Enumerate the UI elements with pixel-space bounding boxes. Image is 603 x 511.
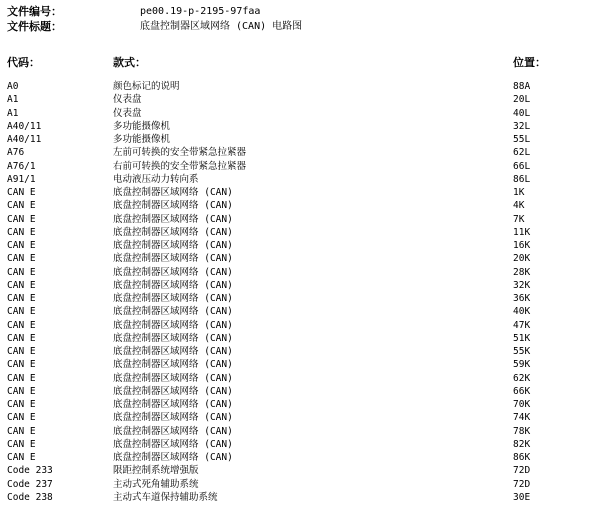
table-row xyxy=(0,464,603,477)
row-position: 70K xyxy=(513,399,531,410)
row-position: 7K xyxy=(513,213,525,225)
row-style: 底盘控制器区域网络 (CAN) xyxy=(113,240,233,251)
table-row xyxy=(0,80,603,93)
row-code: CAN E xyxy=(7,319,36,331)
row-code: Code 238 xyxy=(7,491,53,503)
table-row xyxy=(0,332,603,345)
row-position: 82K xyxy=(513,438,531,450)
row-position: 40L xyxy=(513,107,531,119)
row-style: 底盘控制器区域网络 (CAN) xyxy=(113,372,233,384)
row-code: A91/1 xyxy=(7,173,36,185)
table-row xyxy=(0,372,603,385)
row-style: 底盘控制器区域网络 (CAN) xyxy=(113,399,233,410)
table-row xyxy=(0,491,603,504)
table-row xyxy=(0,385,603,398)
row-style: 底盘控制器区域网络 (CAN) xyxy=(113,200,233,212)
row-code: A0 xyxy=(7,81,19,92)
row-code: CAN E xyxy=(7,253,36,265)
row-code: A40/11 xyxy=(7,120,42,132)
file-number-value: pe00.19-p-2195-97faa xyxy=(140,6,261,17)
row-style: 底盘控制器区域网络 (CAN) xyxy=(113,306,233,318)
table-row xyxy=(0,345,603,358)
row-position: 20K xyxy=(513,253,531,265)
row-style: 电动液压动力转向系 xyxy=(113,173,199,185)
row-style: 底盘控制器区域网络 (CAN) xyxy=(113,346,233,357)
row-code: A76/1 xyxy=(7,160,36,172)
table-row xyxy=(0,438,603,451)
row-position: 1K xyxy=(513,187,525,198)
row-position: 55K xyxy=(513,346,531,357)
table-row xyxy=(0,478,603,491)
row-style: 底盘控制器区域网络 (CAN) xyxy=(113,279,233,291)
row-style: 仪表盘 xyxy=(113,94,142,106)
table-row xyxy=(0,213,603,226)
table-row xyxy=(0,239,603,252)
row-style: 底盘控制器区域网络 (CAN) xyxy=(113,412,233,424)
table-row xyxy=(0,173,603,186)
row-code: Code 233 xyxy=(7,465,53,477)
row-position: 86K xyxy=(513,452,531,463)
row-position: 59K xyxy=(513,359,531,371)
table-row xyxy=(0,107,603,120)
row-code: CAN E xyxy=(7,306,36,318)
row-style: 底盘控制器区域网络 (CAN) xyxy=(113,187,233,198)
row-code: CAN E xyxy=(7,452,36,463)
file-number-label: 文件编号： xyxy=(7,5,62,18)
row-style: 底盘控制器区域网络 (CAN) xyxy=(113,425,233,437)
row-code: CAN E xyxy=(7,213,36,225)
file-title-label: 文件标题： xyxy=(7,20,62,33)
row-style: 底盘控制器区域网络 (CAN) xyxy=(113,359,233,371)
row-style: 底盘控制器区域网络 (CAN) xyxy=(113,266,233,278)
row-position: 11K xyxy=(513,226,531,238)
table-row xyxy=(0,411,603,424)
row-style: 底盘控制器区域网络 (CAN) xyxy=(113,213,233,225)
row-code: CAN E xyxy=(7,425,36,437)
row-code: CAN E xyxy=(7,412,36,424)
code-table-body xyxy=(0,80,603,504)
table-row xyxy=(0,120,603,133)
row-code: CAN E xyxy=(7,279,36,291)
row-position: 30E xyxy=(513,491,531,503)
row-style: 限距控制系统增强版 xyxy=(113,465,199,477)
row-code: CAN E xyxy=(7,359,36,371)
row-code: CAN E xyxy=(7,187,36,198)
row-position: 51K xyxy=(513,332,531,344)
row-position: 36K xyxy=(513,293,531,304)
table-row xyxy=(0,266,603,279)
row-style: 底盘控制器区域网络 (CAN) xyxy=(113,293,233,304)
row-position: 40K xyxy=(513,306,531,318)
row-position: 78K xyxy=(513,425,531,437)
row-style: 颜色标记的说明 xyxy=(113,81,180,92)
row-code: CAN E xyxy=(7,266,36,278)
row-code: CAN E xyxy=(7,385,36,397)
row-style: 左前可转换的安全带紧急拉紧器 xyxy=(113,147,247,159)
row-position: 16K xyxy=(513,240,531,251)
table-row xyxy=(0,133,603,146)
row-style: 主动式车道保持辅助系统 xyxy=(113,491,218,503)
row-style: 底盘控制器区域网络 (CAN) xyxy=(113,452,233,463)
row-position: 88A xyxy=(513,81,531,92)
table-row xyxy=(0,226,603,239)
table-row xyxy=(0,319,603,332)
row-position: 62L xyxy=(513,147,531,159)
row-position: 32L xyxy=(513,120,531,132)
row-code: CAN E xyxy=(7,438,36,450)
table-row xyxy=(0,305,603,318)
row-style: 底盘控制器区域网络 (CAN) xyxy=(113,438,233,450)
row-code: Code 237 xyxy=(7,478,53,490)
row-style: 底盘控制器区域网络 (CAN) xyxy=(113,332,233,344)
row-position: 47K xyxy=(513,319,531,331)
row-style: 右前可转换的安全带紧急拉紧器 xyxy=(113,160,247,172)
row-position: 66K xyxy=(513,385,531,397)
table-row xyxy=(0,451,603,464)
row-position: 74K xyxy=(513,412,531,424)
row-style: 底盘控制器区域网络 (CAN) xyxy=(113,253,233,265)
table-row xyxy=(0,425,603,438)
table-row xyxy=(0,358,603,371)
row-code: CAN E xyxy=(7,372,36,384)
row-position: 72D xyxy=(513,465,531,477)
row-position: 55L xyxy=(513,134,531,145)
row-position: 72D xyxy=(513,478,531,490)
table-row xyxy=(0,160,603,173)
row-code: CAN E xyxy=(7,332,36,344)
table-row xyxy=(0,146,603,159)
file-title-value: 底盘控制器区域网络 (CAN) 电路图 xyxy=(140,21,303,32)
row-code: A76 xyxy=(7,147,25,159)
row-style: 主动式死角辅助系统 xyxy=(113,478,199,490)
row-position: 62K xyxy=(513,372,531,384)
row-position: 86L xyxy=(513,173,531,185)
row-position: 28K xyxy=(513,266,531,278)
row-code: CAN E xyxy=(7,346,36,357)
row-code: A40/11 xyxy=(7,134,42,145)
row-code: CAN E xyxy=(7,399,36,410)
row-position: 32K xyxy=(513,279,531,291)
row-code: CAN E xyxy=(7,200,36,212)
row-style: 多功能摄像机 xyxy=(113,120,171,132)
table-row xyxy=(0,199,603,212)
row-position: 4K xyxy=(513,200,525,212)
row-style: 仪表盘 xyxy=(113,107,142,119)
table-row xyxy=(0,252,603,265)
column-header-position: 位置： xyxy=(513,56,546,69)
row-position: 66L xyxy=(513,160,531,172)
row-code: A1 xyxy=(7,94,19,106)
row-style: 底盘控制器区域网络 (CAN) xyxy=(113,226,233,238)
row-code: CAN E xyxy=(7,240,36,251)
column-header-code: 代码： xyxy=(7,56,40,69)
table-row xyxy=(0,279,603,292)
row-position: 20L xyxy=(513,94,531,106)
row-code: A1 xyxy=(7,107,19,119)
table-row xyxy=(0,93,603,106)
row-code: CAN E xyxy=(7,226,36,238)
column-header-style: 款式： xyxy=(113,56,146,69)
row-code: CAN E xyxy=(7,293,36,304)
row-style: 底盘控制器区域网络 (CAN) xyxy=(113,319,233,331)
table-row xyxy=(0,186,603,199)
row-style: 底盘控制器区域网络 (CAN) xyxy=(113,385,233,397)
row-style: 多功能摄像机 xyxy=(113,134,171,145)
table-row xyxy=(0,398,603,411)
table-row xyxy=(0,292,603,305)
